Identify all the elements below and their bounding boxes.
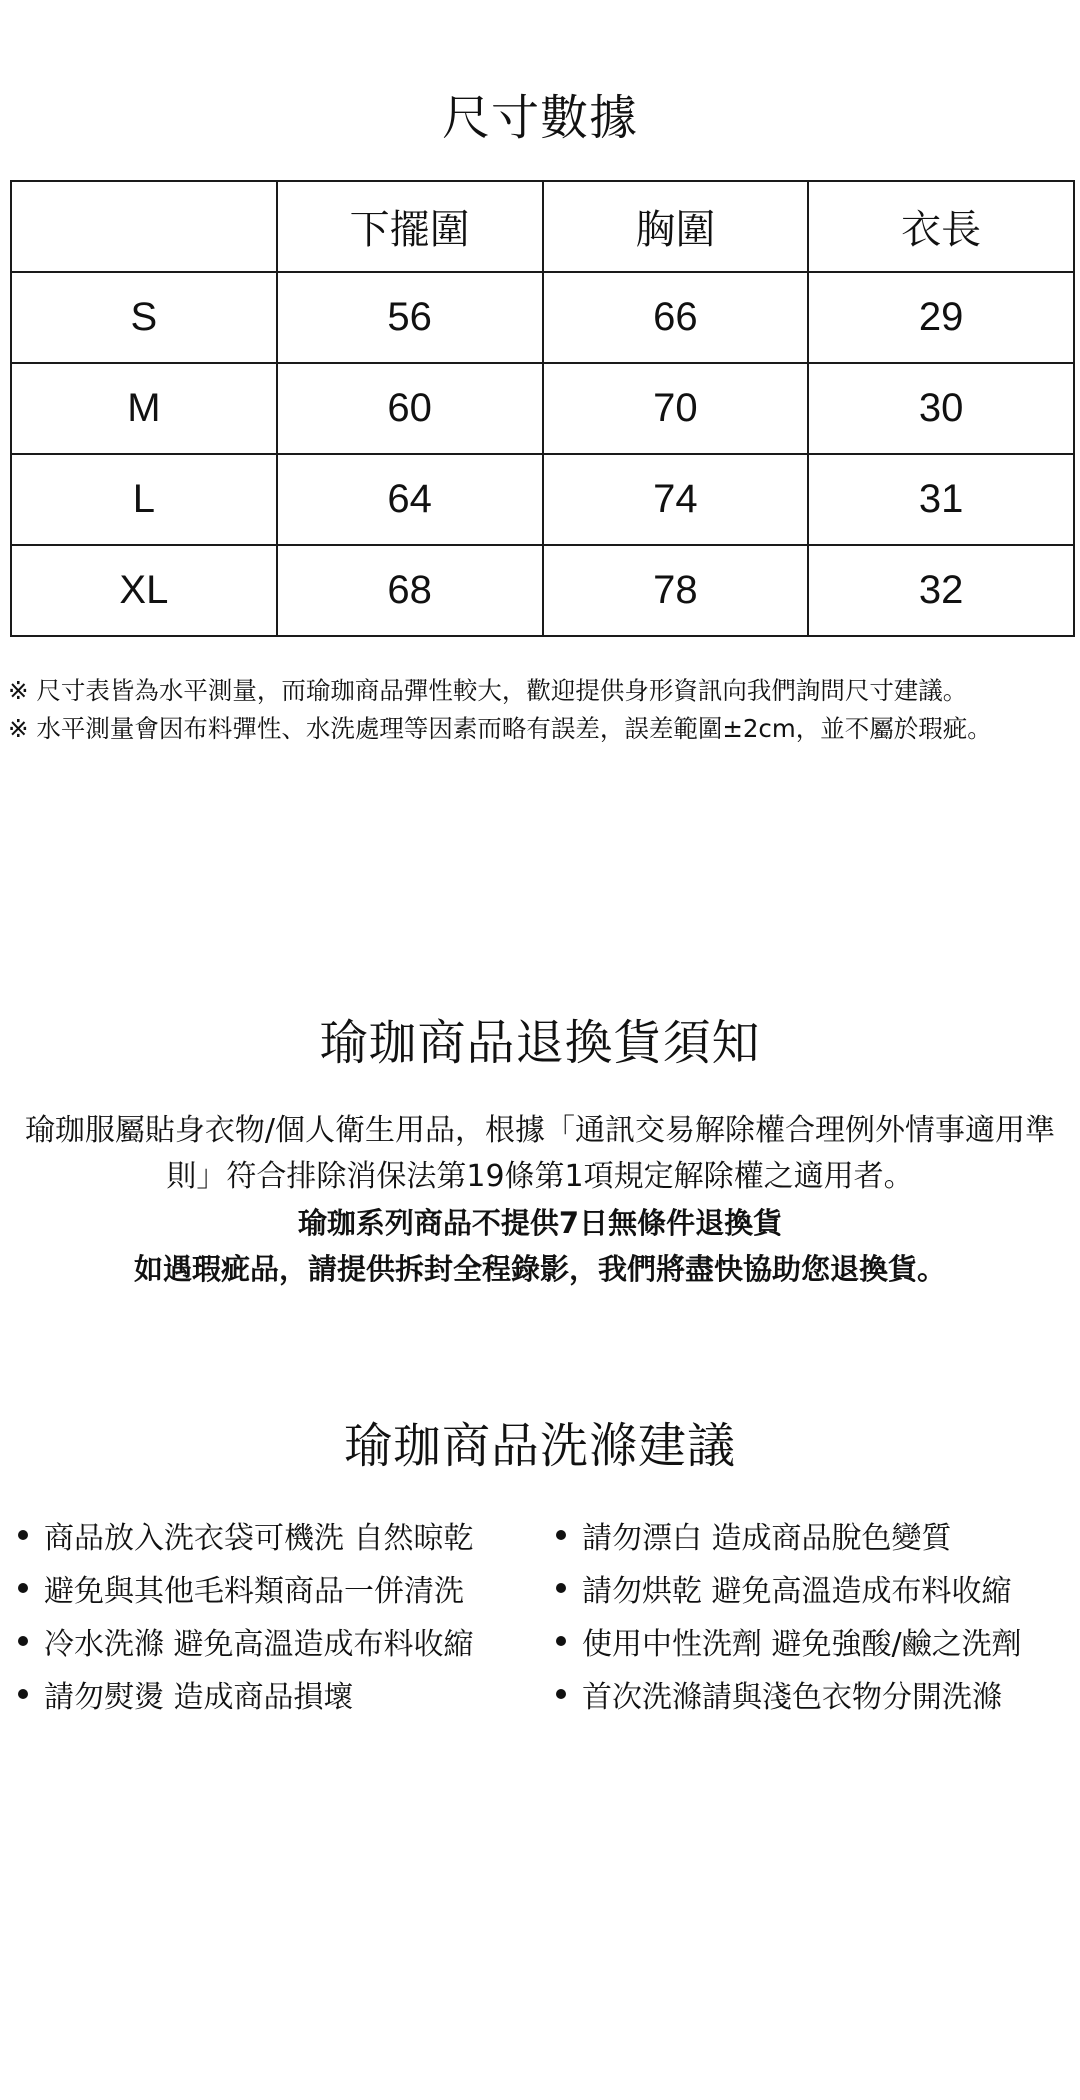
bullet-dot-icon [18,1636,28,1646]
bullet-dot-icon [556,1530,566,1540]
list-item [552,1614,1076,1667]
bullet-dot-icon [556,1689,566,1699]
size-table [10,180,1075,637]
table-cell: 31 [808,454,1074,545]
return-policy-body [0,1108,1080,1292]
list-item-text: 商品放入洗衣袋可機洗 自然晾乾 [44,1520,474,1556]
size-label-cell: L [11,454,277,545]
defect-return-notice: 如遇瑕疵品，請提供拆封全程錄影，我們將盡快協助您退換貨。 [133,1252,946,1286]
table-cell: 64 [277,454,543,545]
table-cell: 60 [277,363,543,454]
table-cell: 66 [543,272,809,363]
list-item-text: 使用中性洗劑 避免強酸/鹼之洗劑 [582,1626,1022,1662]
size-note-2: ※ 水平測量會因布料彈性、水洗處理等因素而略有誤差，誤差範圍±2cm，並不屬於瑕疵。 [8,714,992,743]
size-note-1: ※ 尺寸表皆為水平測量，而瑜珈商品彈性較大，歡迎提供身形資訊向我們詢問尺寸建議。 [8,676,968,705]
size-label-cell: XL [11,545,277,636]
header-cell-length: 衣長 [808,181,1074,272]
return-policy-title: 瑜珈商品退換貨須知 [319,1015,761,1071]
list-item-text: 請勿烘乾 避免高溫造成布料收縮 [582,1573,1012,1609]
table-cell: 32 [808,545,1074,636]
size-chart-title: 尺寸數據 [441,90,638,146]
list-item-text: 首次洗滌請與淺色衣物分開洗滌 [582,1679,1002,1715]
table-cell: 74 [543,454,809,545]
wash-care-list [14,1508,1076,1720]
bullet-dot-icon [556,1583,566,1593]
table-cell: 70 [543,363,809,454]
bullet-dot-icon [18,1530,28,1540]
table-cell: 29 [808,272,1074,363]
size-label-cell: S [11,272,277,363]
list-item-text: 請勿熨燙 造成商品損壞 [44,1679,354,1715]
list-item-text: 請勿漂白 造成商品脫色變質 [582,1520,952,1556]
list-item [552,1667,1076,1720]
header-cell [11,181,277,272]
size-label-cell: M [11,363,277,454]
return-policy-notice: 瑜珈系列商品不提供7日無條件退換貨 [297,1206,783,1240]
table-row [11,272,1074,363]
header-cell-chest: 胸圍 [543,181,809,272]
list-item [14,1614,552,1667]
size-notes [8,672,1076,748]
table-header-row [11,181,1074,272]
return-policy-paragraph: 瑜珈服屬貼身衣物/個人衛生用品，根據「通訊交易解除權合理例外情事適用準則」符合排除消保法第19條第1項規定解除權之適用者。 [24,1113,1056,1194]
table-row [11,454,1074,545]
list-item-text: 冷水洗滌 避免高溫造成布料收縮 [44,1626,474,1662]
list-item-text: 避免與其他毛料類商品一併清洗 [44,1573,464,1609]
table-cell: 78 [543,545,809,636]
list-item [14,1508,552,1561]
bullet-dot-icon [556,1636,566,1646]
list-item [14,1561,552,1614]
list-item [552,1508,1076,1561]
bullet-dot-icon [18,1583,28,1593]
wash-care-title: 瑜珈商品洗滌建議 [343,1418,736,1474]
bullet-dot-icon [18,1689,28,1699]
table-cell: 30 [808,363,1074,454]
table-cell: 56 [277,272,543,363]
list-item [552,1561,1076,1614]
list-item [14,1667,552,1720]
table-cell: 68 [277,545,543,636]
table-row [11,363,1074,454]
table-row [11,545,1074,636]
header-cell-hem: 下擺圍 [277,181,543,272]
